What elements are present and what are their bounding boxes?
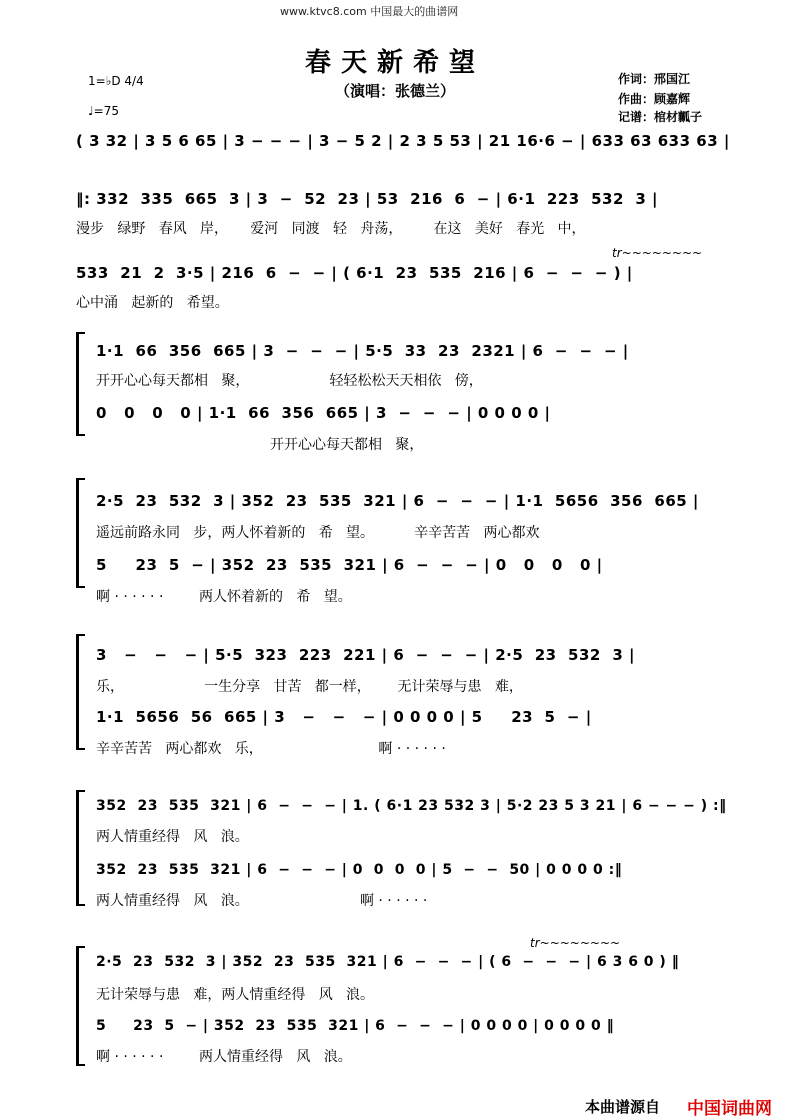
lyric-line-6: 啊 · · · · · · 两人怀着新的 希 望。: [96, 589, 352, 605]
system-brace-b: [76, 478, 85, 588]
score-line-8: 1·1 5656 56 665 | 3 − − − | 0 0 0 0 | 5 23 5 − |: [96, 708, 592, 726]
score-line-5: 2·5 23 532 3 | 352 23 535 321 | 6 − − − | 1·1 5656 356 665 |: [96, 492, 699, 510]
lyric-line-3: 开开心心每天都相 聚， 轻轻松松天天相依 傍，: [96, 373, 483, 389]
lyric-line-10: 两人情重经得 风 浪。 啊 · · · · · ·: [96, 893, 428, 909]
lyric-line-12: 啊 · · · · · · 两人情重经得 风 浪。: [96, 1049, 352, 1065]
footer-source-label: 本曲谱源自: [584, 1098, 660, 1116]
composer-credit: 作曲：顾嘉辉: [618, 92, 691, 106]
lyric-line-2: 心中涌 起新的 希望。: [76, 295, 229, 311]
score-line-12: 5 23 5 − | 352 23 535 321 | 6 − − − | 0 0 0 0 | 0 0 0 0 ‖: [96, 1018, 615, 1034]
lyricist-credit: 作词：邢国江: [618, 72, 691, 86]
song-title: 春天新希望: [304, 48, 485, 78]
lyric-line-11: 无计荣辱与患 难，两人情重经得 风 浪。: [96, 987, 375, 1003]
transcriber-credit: 记谱：棺材瓤子: [618, 110, 703, 124]
score-line-10: 352 23 535 321 | 6 − − − | 0 0 0 0 | 5 − − 50 | 0 0 0 0 :‖: [96, 862, 623, 878]
site-header: www.ktvc8.com 中国最大的曲谱网: [280, 5, 459, 18]
trill-mark: tr~~~~~~~~: [612, 246, 703, 260]
lyric-line-9: 两人情重经得 风 浪。: [96, 829, 249, 845]
score-line-6: 5 23 5 − | 352 23 535 321 | 6 − − − | 0 0 0 0 |: [96, 556, 603, 574]
score-line-3: 1·1 66 356 665 | 3 − − − | 5·5 33 23 2321 | 6 − − − |: [96, 342, 629, 360]
system-brace-d: [76, 790, 85, 906]
system-brace-a: [76, 332, 85, 436]
tempo-mark: ♩=75: [88, 104, 119, 118]
score-line-intro: ( 3 32 | 3 5 6 65 | 3 − − − | 3 − 5 2 | 2 3 5 53 | 21 16·6 − | 633 63 633 63 |: [76, 132, 730, 150]
score-line-7: 3 − − − | 5·5 323 223 221 | 6 − − − | 2·5 23 532 3 |: [96, 646, 635, 664]
footer-site-name[interactable]: 中国词曲网: [687, 1099, 772, 1119]
system-brace-c: [76, 634, 85, 750]
score-line-4: 0 0 0 0 | 1·1 66 356 665 | 3 − − − | 0 0 0 0 |: [96, 404, 551, 422]
score-line-11: 2·5 23 532 3 | 352 23 535 321 | 6 − − − | ( 6 − − − | 6 3 6 0 ) ‖: [96, 954, 680, 970]
lyric-line-5: 遥远前路永同 步，两人怀着新的 希 望。 辛辛苦苦 两心都欢: [96, 525, 540, 541]
system-brace-e: [76, 946, 85, 1066]
key-signature: 1=♭D 4/4: [88, 74, 144, 88]
trill-mark-end: tr~~~~~~~~: [530, 936, 621, 950]
lyric-line-4: 开开心心每天都相 聚，: [270, 437, 424, 453]
lyric-line-8: 辛辛苦苦 两心都欢 乐， 啊 · · · · · ·: [96, 741, 446, 757]
score-line-9: 352 23 535 321 | 6 − − − | 1. ( 6·1 23 532 3 | 5·2 23 5 3 21 | 6 − − − ) :‖: [96, 798, 727, 814]
score-line-2: 533 21 2 3·5 | 216 6 − − | ( 6·1 23 535 216 | 6 − − − ) |: [76, 264, 633, 282]
score-line-1: ‖: 332 335 665 3 | 3 − 52 23 | 53 216 6 − | 6·1 223 532 3 |: [76, 190, 658, 208]
singer-line: （演唱：张德兰）: [334, 82, 455, 100]
lyric-line-7: 乐， 一生分享 甘苦 都一样， 无计荣辱与患 难，: [96, 679, 523, 695]
lyric-line-1: 漫步 绿野 春风 岸， 爱河 同渡 轻 舟荡， 在这 美好 春光 中，: [76, 221, 586, 237]
